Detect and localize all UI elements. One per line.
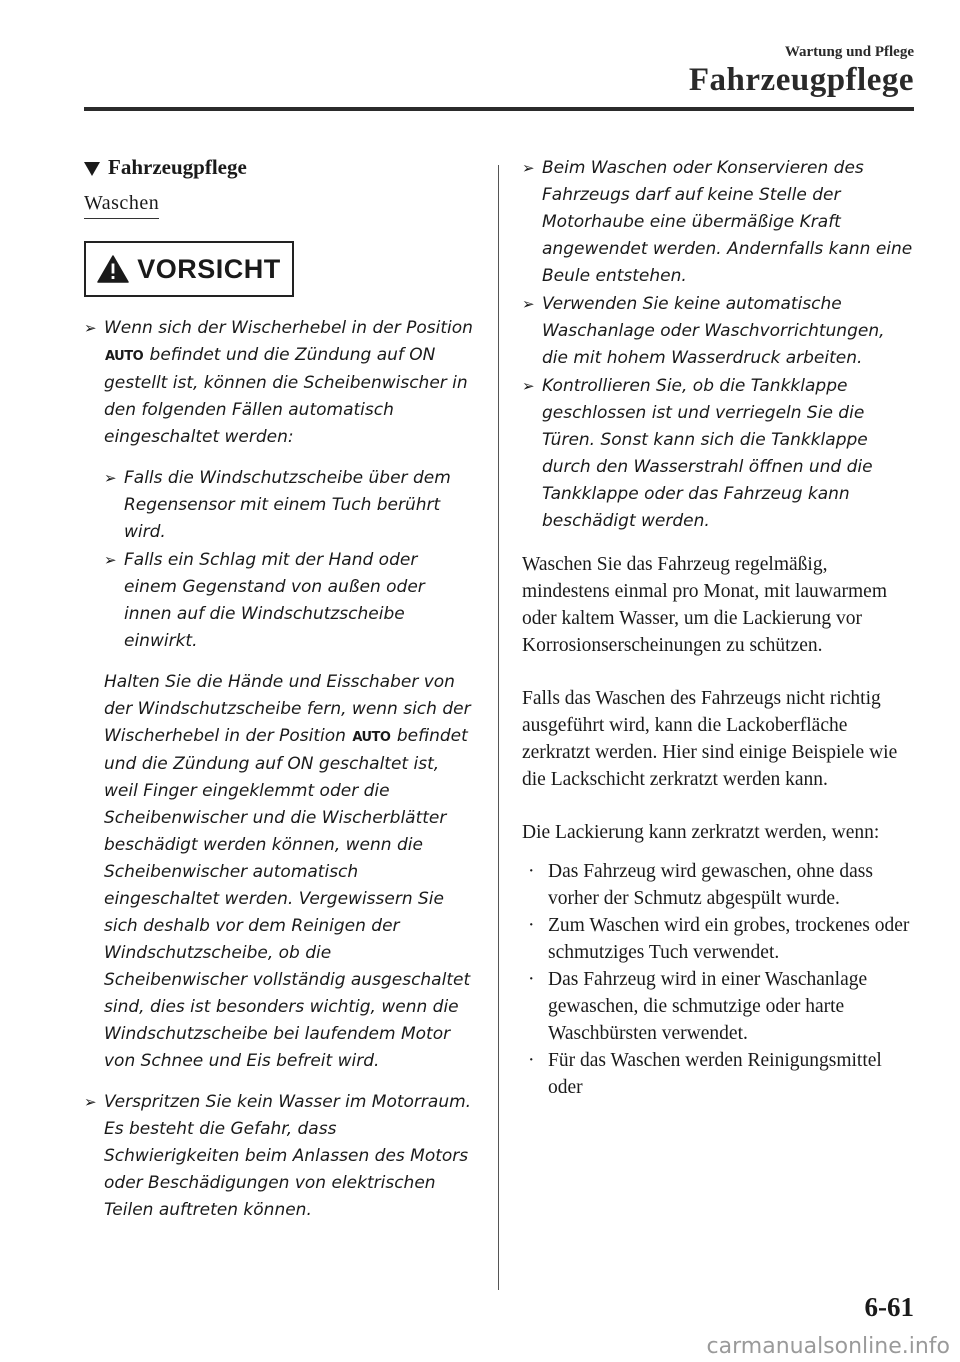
arrow-bullet-icon: ➢ [84, 1093, 97, 1111]
bullet-text: Verwenden Sie keine automatische Waschanlage oder Waschvorrichtungen, die mit hohem Wasserdruck arbeiten. [542, 294, 885, 368]
list-item-text: Zum Waschen wird ein grobes, trockenes oder schmutziges Tuch verwendet. [548, 915, 910, 963]
dot-bullet-icon: · [528, 861, 535, 882]
bullet-text: Beim Waschen oder Konservieren des Fahrzeugs darf auf keine Stelle der Motorhaube eine übermäßige Kraft angewendet werden. Andernfalls kann eine Beule entstehen. [542, 158, 913, 286]
warning-bullet [522, 291, 914, 372]
bullet-text: Verspritzen Sie kein Wasser im Motorraum. Es besteht die Gefahr, dass Schwierigkeiten beim Anlassen des Motors oder Beschädigungen von elektrischen Teilen auftreten können. [104, 1092, 472, 1220]
warning-paragraph [84, 669, 474, 1075]
arrow-bullet-icon: ➢ [522, 377, 535, 395]
list-item [522, 858, 914, 912]
list-item-text: Für das Waschen werden Reinigungsmittel oder [548, 1050, 882, 1098]
nested-bullet-text: Falls ein Schlag mit der Hand oder einem Gegenstand von außen oder innen auf die Windschutzscheibe einwirkt. [124, 550, 425, 651]
arrow-bullet-icon: ➢ [522, 295, 535, 313]
left-column [84, 155, 474, 1225]
bullet-text-part: Wenn sich der Wischerhebel in der Position [104, 318, 473, 338]
warning-label: VORSICHT [137, 253, 281, 284]
dot-bullet-icon: · [528, 969, 535, 990]
header-rule [84, 107, 914, 111]
triangle-down-icon [84, 162, 100, 176]
list-item-text: Das Fahrzeug wird in einer Waschanlage gewaschen, die schmutzige oder harte Waschbürsten verwendet. [548, 969, 868, 1044]
right-column [522, 155, 914, 1101]
watermark: carmanualsonline.info [706, 1334, 950, 1359]
warning-bullet [84, 315, 474, 451]
list-item [522, 912, 914, 966]
section-heading-text: Fahrzeugpflege [108, 155, 247, 179]
paragraph-text-part: Halten Sie die Hände und Eisschaber von der Windschutzscheibe fern, wenn sich der Wischerhebel in der Position [104, 672, 471, 746]
warning-bullet [522, 155, 914, 290]
bullet-text: Kontrollieren Sie, ob die Tankklappe geschlossen ist und verriegeln Sie die Türen. Sonst kann sich die Tankklappe durch den Wasserstrahl öffnen und die Tankklappe oder das Fahrzeug kann beschädigt werden. [542, 376, 873, 531]
body-paragraph: Falls das Waschen des Fahrzeugs nicht richtig ausgeführt wird, kann die Lackoberfläche zerkratzt werden. Hier sind einige Beispiele wie die Lackschicht zerkratzt werden kann. [522, 688, 898, 790]
dot-bullet-icon: · [528, 915, 535, 936]
chapter-title: Wartung und Pflege [784, 44, 914, 60]
column-divider [498, 165, 499, 1290]
arrow-bullet-icon: ➢ [104, 469, 117, 487]
arrow-bullet-icon: ➢ [104, 551, 117, 569]
dot-bullet-icon: · [528, 1050, 535, 1071]
warning-bullet [84, 1089, 474, 1224]
warning-triangle-icon [97, 255, 129, 283]
nested-bullet [104, 465, 474, 546]
list-item-text: Das Fahrzeug wird gewaschen, ohne dass vorher der Schmutz abgespült wurde. [548, 861, 873, 909]
body-paragraph: Waschen Sie das Fahrzeug regelmäßig, mindestens einmal pro Monat, mit lauwarmem oder kaltem Wasser, um die Lackierung vor Korrosionserscheinungen zu schützen. [522, 554, 888, 656]
page-title: Fahrzeugpflege [688, 62, 914, 98]
nested-bullet-text: Falls die Windschutzscheibe über dem Regensensor mit einem Tuch berührt wird. [124, 468, 451, 542]
arrow-bullet-icon: ➢ [84, 319, 97, 337]
list-item [522, 1047, 914, 1101]
arrow-bullet-icon: ➢ [522, 159, 535, 177]
warning-box [84, 241, 294, 297]
nested-bullet [104, 547, 474, 655]
bullet-text-part: befindet und die Zündung auf ON gestellt ist, können die Scheibenwischer in den folgenden Fällen automatisch eingeschaltet werden: [104, 345, 468, 447]
subsection-heading: Waschen [84, 192, 159, 219]
auto-position-icon: AUTO [352, 730, 391, 745]
section-heading [84, 155, 474, 180]
body-paragraph: Die Lackierung kann zerkratzt werden, wenn: [522, 822, 880, 843]
auto-position-icon: AUTO [105, 349, 144, 364]
warning-bullet [522, 373, 914, 535]
page-number: 6-61 [864, 1292, 914, 1322]
list-item [522, 966, 914, 1047]
paragraph-text-part: befindet und die Zündung auf ON geschaltet ist, weil Finger eingeklemmt oder die Scheibenwischer und die Wischerblätter beschädigt werden können, wenn die Scheibenwischer automatisch eingeschaltet werden. Vergewissern Sie sich deshalb vor dem Reinigen der Windschutzscheibe, ob die Scheibenwischer vollständig ausgeschaltet sind, dies ist besonders wichtig, wenn die Windschutzscheibe bei laufendem Motor von Schnee und Eis befreit wird. [104, 726, 471, 1071]
